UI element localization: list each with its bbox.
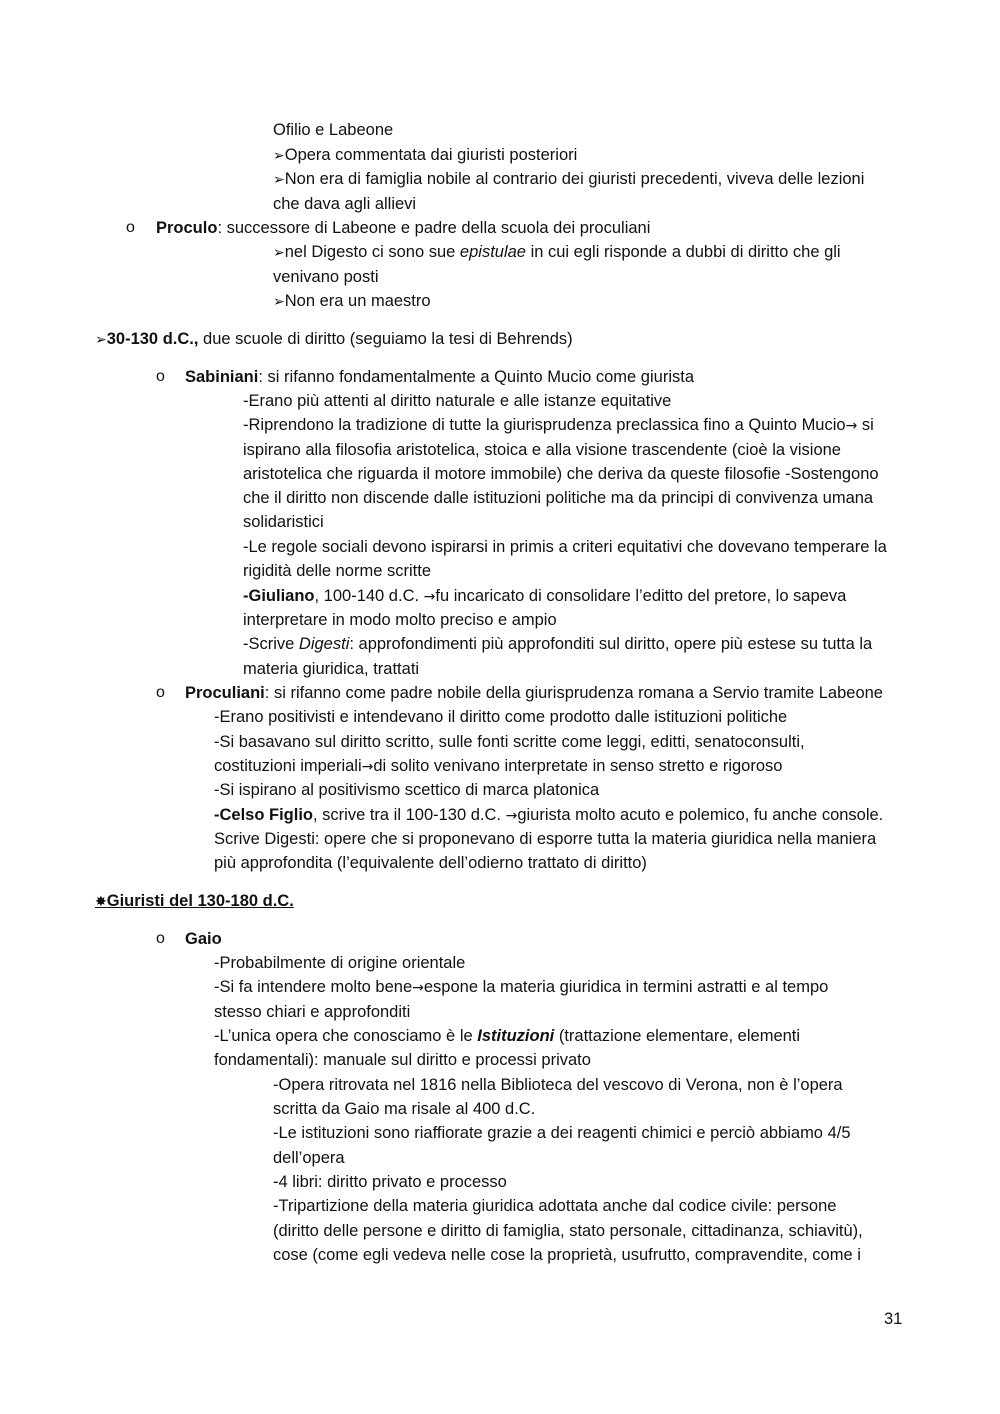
line-text: rigidità delle norme scritte [243,562,431,580]
jurist-name: -Giuliano [243,587,315,605]
text-line [214,1024,800,1048]
text-line [243,486,873,510]
text-line [214,975,828,1000]
text-line [243,559,431,583]
line-text: -Si basavano sul diritto scritto, sulle fonti scritte come leggi, editti, senatoconsulti, [214,733,805,751]
school-name: Proculiani [185,684,265,702]
line-text: -Opera ritrovata nel 1816 nella Biblioteca del vescovo di Verona, non è l’opera [273,1076,843,1094]
section-heading [95,889,294,914]
text-line [273,1146,345,1170]
line-text: Ofilio e Labeone [273,121,394,139]
text-line [273,1219,863,1243]
heading-text: Giuristi del 130-180 d.C. [106,892,294,910]
line-text: -L’unica opera che conosciamo è le [214,1027,478,1045]
arrowhead-bullet-icon: ➢ [273,172,285,188]
line-text: -Le istituzioni sono riaffiorate grazie a dei reagenti chimici e perciò abbiamo 4/5 [273,1124,851,1142]
line-text: , scrive tra il 100-130 d.C. [313,806,506,824]
line-text: Opera commentata dai giuristi posteriori [284,146,578,164]
line-text: -Si fa intendere molto bene [214,978,413,996]
text-line [273,118,393,142]
arrowhead-bullet-icon: ➢ [273,294,285,310]
text-line [214,951,465,975]
arrowhead-bullet-icon: ➢ [273,148,285,164]
line-text: cose (come egli vedeva nelle cose la proprietà, usufrutto, compravendite, come i [273,1246,861,1264]
text-line [214,778,599,802]
circle-bullet-icon: o [156,930,165,947]
jurist-name: Proculo [156,219,218,237]
line-text: si [857,416,874,434]
italic-term: Digesti [298,635,350,653]
line-text: dell’opera [273,1149,345,1167]
line-text: che dava agli allievi [273,195,417,213]
text-line [214,730,805,754]
text-line [243,535,887,559]
line-text: venivano posti [273,268,379,286]
text-line [243,510,324,534]
line-text: -Erano più attenti al diritto naturale e alle istanze equitative [243,392,672,410]
right-arrow-icon: → [505,808,518,824]
heading-bold: 30-130 d.C., [106,330,199,348]
section-heading [95,327,573,352]
line-text: giurista molto acuto e polemico, fu anche console. [517,806,884,824]
line-text: -Tripartizione della materia giuridica adottata anche dal codice civile: persone [273,1197,837,1215]
line-text: Scrive Digesti: opere che si proponevano di esporre tutta la materia giuridica nella maniera [214,830,877,848]
line-text: interpretare in modo molto preciso e ampio [243,611,557,629]
work-title: Istituzioni [477,1027,555,1045]
line-text: : si rifanno come padre nobile della giurisprudenza romana a Servio tramite Labeone [264,684,883,702]
text-line [273,1194,836,1218]
text-line [156,216,650,240]
line-text: Non era di famiglia nobile al contrario dei giuristi precedenti, viveva delle lezioni [284,170,865,188]
right-arrow-icon: → [423,589,436,605]
circle-bullet-icon: o [156,684,165,701]
text-line [214,803,883,828]
line-text: -Probabilmente di origine orientale [214,954,466,972]
text-line [273,167,864,192]
line-text: -Riprendono la tradizione di tutte la giurisprudenza preclassica fino a Quinto Mucio [243,416,846,434]
text-line [243,584,846,609]
right-arrow-icon: → [845,418,858,434]
star-bullet-icon: ✸ [95,894,107,910]
text-line [214,754,782,779]
text-line [214,1000,410,1024]
text-line [273,289,431,314]
right-arrow-icon: → [361,759,374,775]
arrowhead-bullet-icon: ➢ [273,245,285,261]
line-text: materia giuridica, trattati [243,660,420,678]
line-text: -Scrive [243,635,299,653]
text-line [273,1170,507,1194]
text-line [273,240,841,265]
line-text: : si rifanno fondamentalmente a Quinto Mucio come giurista [258,368,694,386]
text-line [243,632,872,656]
school-name: Sabiniani [185,368,259,386]
jurist-name: Gaio [185,930,222,948]
line-text: in cui egli risponde a dubbi di diritto che gli [525,243,841,261]
circle-bullet-icon: o [156,368,165,385]
page-number: 31 [884,1310,903,1328]
text-line [273,1121,851,1145]
line-text: due scuole di diritto (seguiamo la tesi di Behrends) [198,330,573,348]
italic-term: epistulae [459,243,526,261]
text-line [273,192,416,216]
line-text: : approfondimenti più approfonditi sul diritto, opere più estese su tutta la [349,635,873,653]
line-text: (trattazione elementare, elementi [554,1027,801,1045]
arrowhead-bullet-icon: ➢ [95,332,107,348]
line-text: , 100-140 d.C. [314,587,424,605]
jurist-name: -Celso Figlio [214,806,313,824]
line-text: fondamentali): manuale sul diritto e processi privato [214,1051,591,1069]
line-text: solidaristici [243,513,324,531]
line-text: stesso chiari e approfonditi [214,1003,411,1021]
line-text: fu incaricato di consolidare l’editto del pretore, lo sapeva [435,587,847,605]
line-text: aristotelica che riguarda il motore immobile) che deriva da queste filosofie -Sostengono [243,465,879,483]
text-line [185,927,222,951]
line-text: espone la materia giuridica in termini astratti e al tempo [423,978,829,996]
text-line [243,657,419,681]
text-line [214,827,876,851]
text-line [214,851,647,875]
text-line [273,1097,535,1121]
line-text: ispirano alla filosofia aristotelica, stoica e alla visione trascendente (cioè la visione [243,441,841,459]
line-text: (diritto delle persone e diritto di famiglia, stato personale, cittadinanza, schiavitù), [273,1222,863,1240]
text-line [243,389,671,413]
text-line [273,265,379,289]
line-text: -Erano positivisti e intendevano il diritto come prodotto dalle istituzioni politiche [214,708,788,726]
text-line [185,365,694,389]
text-line [273,1243,861,1267]
text-line [185,681,883,705]
line-text: -Si ispirano al positivismo scettico di marca platonica [214,781,600,799]
text-line [273,143,577,168]
text-line [243,413,874,438]
line-text: più approfondita (l’equivalente dell’odierno trattato di diritto) [214,854,647,872]
text-line [243,438,841,462]
text-line [243,462,879,486]
line-text: nel Digesto ci sono sue [284,243,460,261]
line-text: costituzioni imperiali [214,757,362,775]
line-text: : successore di Labeone e padre della scuola dei proculiani [217,219,651,237]
text-line [214,705,787,729]
circle-bullet-icon: o [126,219,135,236]
line-text: -4 libri: diritto privato e processo [273,1173,507,1191]
text-line [273,1073,843,1097]
line-text: -Le regole sociali devono ispirarsi in primis a criteri equitativi che dovevano temperare la [243,538,887,556]
line-text: scritta da Gaio ma risale al 400 d.C. [273,1100,536,1118]
text-line [243,608,557,632]
right-arrow-icon: → [412,980,424,996]
line-text: che il diritto non discende dalle istituzioni politiche ma da principi di convivenza umana [243,489,874,507]
line-text: Non era un maestro [284,292,431,310]
line-text: di solito venivano interpretate in senso stretto e rigoroso [373,757,783,775]
text-line [214,1048,591,1072]
